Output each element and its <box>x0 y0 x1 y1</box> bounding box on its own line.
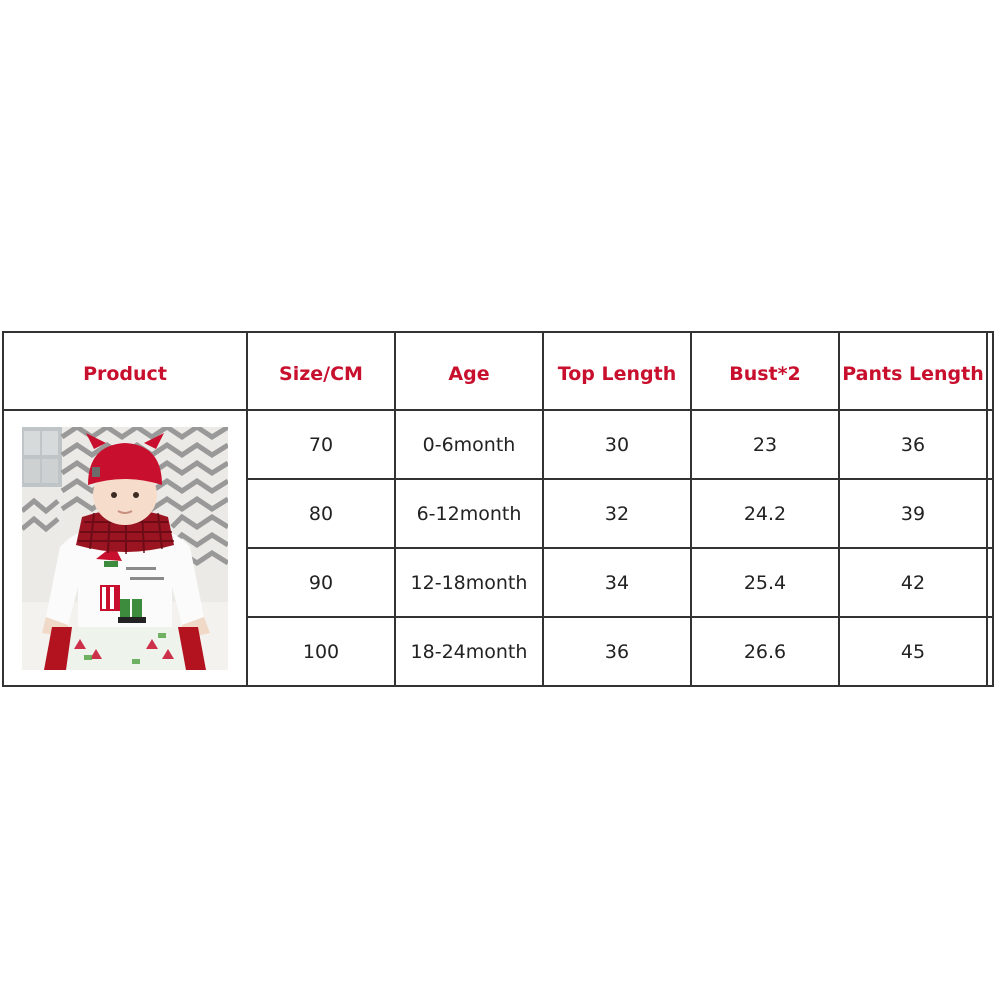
cell-cut-off <box>987 410 993 479</box>
cell-bust: 25.4 <box>691 548 839 617</box>
header-row <box>3 332 993 410</box>
cell-top-length: 34 <box>543 548 691 617</box>
header-age: Age <box>395 332 543 410</box>
cell-pants-length: 36 <box>839 410 987 479</box>
cell-size: 70 <box>247 410 395 479</box>
cell-bust: 23 <box>691 410 839 479</box>
cell-top-length: 30 <box>543 410 691 479</box>
cell-age: 12-18month <box>395 548 543 617</box>
cell-cut-off <box>987 617 993 686</box>
cell-bust: 26.6 <box>691 617 839 686</box>
cell-cut-off <box>987 479 993 548</box>
size-chart-table <box>2 331 994 687</box>
cell-age: 6-12month <box>395 479 543 548</box>
header-top-length: Top Length <box>543 332 691 410</box>
cell-top-length: 32 <box>543 479 691 548</box>
cell-top-length: 36 <box>543 617 691 686</box>
cell-size: 90 <box>247 548 395 617</box>
product-photo-cell <box>3 410 247 686</box>
cell-size: 80 <box>247 479 395 548</box>
cell-age: 18-24month <box>395 617 543 686</box>
cell-bust: 24.2 <box>691 479 839 548</box>
cell-cut-off <box>987 548 993 617</box>
cell-age: 0-6month <box>395 410 543 479</box>
cell-pants-length: 39 <box>839 479 987 548</box>
product-photo <box>22 427 228 670</box>
cell-pants-length: 42 <box>839 548 987 617</box>
table-row <box>3 410 993 479</box>
cell-size: 100 <box>247 617 395 686</box>
cell-pants-length: 45 <box>839 617 987 686</box>
header-size: Size/CM <box>247 332 395 410</box>
header-pants-length: Pants Length <box>839 332 987 410</box>
header-product: Product <box>3 332 247 410</box>
header-cut-off <box>987 332 993 410</box>
header-bust: Bust*2 <box>691 332 839 410</box>
